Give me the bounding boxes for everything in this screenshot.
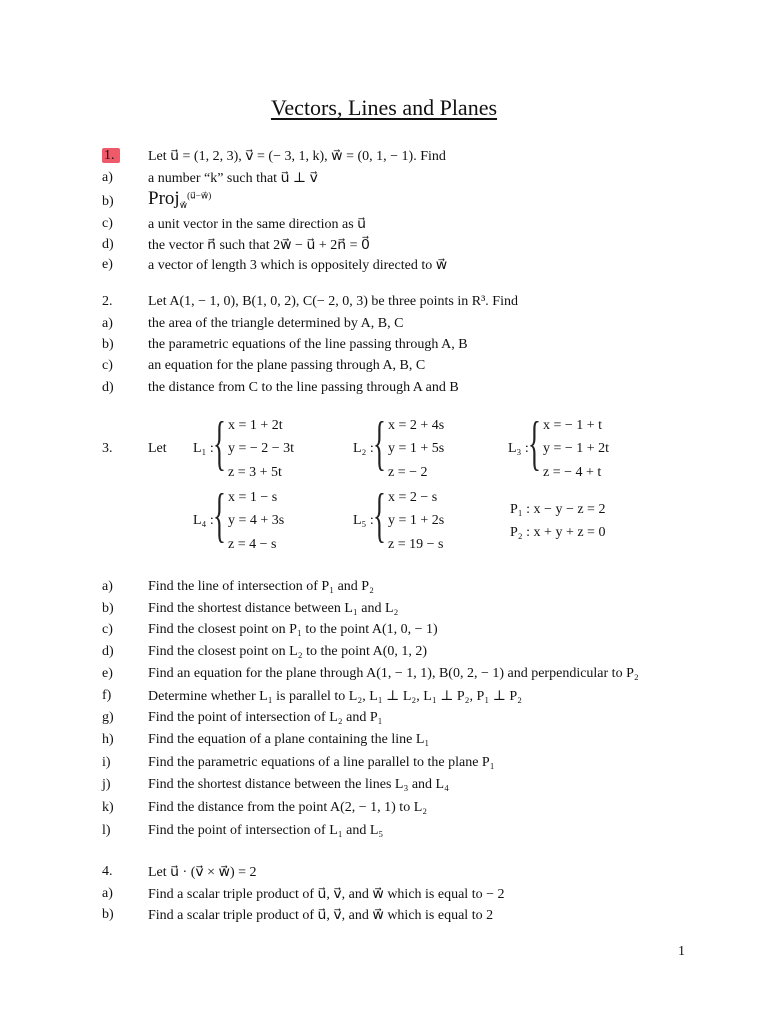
line-L3-z: z = − 4 + t xyxy=(543,465,602,480)
line-L2-z: z = − 2 xyxy=(388,465,428,480)
left-brace: { xyxy=(213,410,226,476)
question-1-number: 1. xyxy=(102,148,120,164)
q3-item-label: f) xyxy=(102,688,112,703)
line-L1-z: z = 3 + 5t xyxy=(228,465,282,480)
q3-item-label: i) xyxy=(102,755,111,770)
q1-item-label: b) xyxy=(102,194,114,209)
q3-item-text: Find the closest point on P₁ to the point A(1, 0, − 1) xyxy=(148,622,438,637)
line-L3-x: x = − 1 + t xyxy=(543,418,603,433)
question-2-stem: Let A(1, − 1, 0), B(1, 0, 2), C(− 2, 0, 3) be three points in R³. Find xyxy=(148,294,518,309)
q4-item-text: Find a scalar triple product of u⃗, v⃗, and w⃗ which is equal to 2 xyxy=(148,908,494,923)
line-L1-x: x = 1 + 2t xyxy=(228,418,283,433)
q4-item-text: Find a scalar triple product of u⃗, v⃗, and w⃗ which is equal to − 2 xyxy=(148,887,505,902)
q1-item-text: a unit vector in the same direction as u⃗ xyxy=(148,217,367,232)
question-1-stem: Let u⃗ = (1, 2, 3), v⃗ = (− 3, 1, k), w⃗ = (0, 1, − 1). Find xyxy=(148,149,446,164)
q3-item-text: Find the equation of a plane containing the line L₁ xyxy=(148,732,430,747)
q2-item-text: the parametric equations of the line passing through A, B xyxy=(148,337,468,352)
q1-item-text: a vector of length 3 which is oppositely directed to w⃗ xyxy=(148,258,448,273)
q3-item-text: Find the closest point on L₂ to the point A(0, 1, 2) xyxy=(148,644,428,659)
q3-item-label: a) xyxy=(102,579,113,594)
q3-item-label: g) xyxy=(102,710,114,725)
q3-item-text: Determine whether L₁ is parallel to L₂, L₁ ⊥ L₂, L₁ ⊥ P₂, P₁ ⊥ P₂ xyxy=(148,689,523,704)
line-L2-y: y = 1 + 5s xyxy=(388,441,445,456)
line-L2-name: L₂ : xyxy=(353,441,374,456)
q1-item-label: a) xyxy=(102,170,113,185)
line-L3-name: L₃ : xyxy=(508,441,529,456)
line-L4-name: L₄ : xyxy=(193,513,214,528)
question-3-let: Let xyxy=(148,441,167,456)
q3-item-label: k) xyxy=(102,800,114,815)
q2-item-text: the distance from C to the line passing through A and B xyxy=(148,380,459,395)
line-L1-y: y = − 2 − 3t xyxy=(228,441,295,456)
q3-item-label: l) xyxy=(102,823,111,838)
question-4-number: 4. xyxy=(102,864,113,879)
page-number: 1 xyxy=(678,944,685,959)
left-brace: { xyxy=(528,410,541,476)
q3-item-label: h) xyxy=(102,732,114,747)
q3-item-text: Find the parametric equations of a line parallel to the plane P₁ xyxy=(148,755,495,770)
question-4-stem: Let u⃗ · (v⃗ × w⃗) = 2 xyxy=(148,865,257,880)
q2-item-label: a) xyxy=(102,316,113,331)
q3-item-label: j) xyxy=(102,777,111,792)
left-brace: { xyxy=(213,482,226,548)
q2-item-label: b) xyxy=(102,337,114,352)
q2-item-text: the area of the triangle determined by A, B, C xyxy=(148,316,404,331)
q3-item-label: d) xyxy=(102,644,114,659)
q3-item-label: e) xyxy=(102,666,113,681)
line-L5-y: y = 1 + 2s xyxy=(388,513,445,528)
q3-item-text: Find an equation for the plane through A(1, − 1, 1), B(0, 2, − 1) and perpendicular to P₂ xyxy=(148,666,639,681)
q4-item-label: a) xyxy=(102,886,113,901)
q3-item-text: Find the point of intersection of L₁ and L₅ xyxy=(148,823,384,838)
left-brace: { xyxy=(373,482,386,548)
q3-item-text: Find the point of intersection of L₂ and P₁ xyxy=(148,710,383,725)
q1-item-text: a number “k” such that u⃗ ⊥ v⃗ xyxy=(148,171,318,186)
q3-item-text: Find the shortest distance between the lines L₃ and L₄ xyxy=(148,777,449,792)
question-3-number: 3. xyxy=(102,441,113,456)
q1-item-label: e) xyxy=(102,257,113,272)
q1-item-proj: Proj$_{w⃗}^{(u⃗-w⃗)}$ xyxy=(148,188,212,210)
line-L1-name: L₁ : xyxy=(193,441,214,456)
q1-item-label: d) xyxy=(102,237,114,252)
line-L3-y: y = − 1 + 2t xyxy=(543,441,610,456)
plane-P1: P₁ : x − y − z = 2 xyxy=(510,502,606,517)
q2-item-label: c) xyxy=(102,358,113,373)
q4-item-label: b) xyxy=(102,907,114,922)
q1-item-label: c) xyxy=(102,216,113,231)
page-title: Vectors, Lines and Planes xyxy=(270,95,498,120)
question-2-number: 2. xyxy=(102,294,113,309)
left-brace: { xyxy=(373,410,386,476)
line-L4-z: z = 4 − s xyxy=(228,537,277,552)
q2-item-label: d) xyxy=(102,380,114,395)
line-L5-x: x = 2 − s xyxy=(388,490,438,505)
q3-item-text: Find the distance from the point A(2, − 1, 1) to L₂ xyxy=(148,800,428,815)
line-L4-x: x = 1 − s xyxy=(228,490,278,505)
line-L4-y: y = 4 + 3s xyxy=(228,513,285,528)
q3-item-text: Find the line of intersection of P₁ and P₂ xyxy=(148,579,374,594)
q3-item-text: Find the shortest distance between L₁ and L₂ xyxy=(148,601,399,616)
q3-item-label: c) xyxy=(102,622,113,637)
q1-item-text: the vector n⃗ such that 2w⃗ − u⃗ + 2n⃗ = 0⃗ xyxy=(148,238,370,253)
q2-item-text: an equation for the plane passing through A, B, C xyxy=(148,358,426,373)
line-L5-name: L₅ : xyxy=(353,513,374,528)
line-L2-x: x = 2 + 4s xyxy=(388,418,445,433)
plane-P2: P₂ : x + y + z = 0 xyxy=(510,525,606,540)
q3-item-label: b) xyxy=(102,601,114,616)
line-L5-z: z = 19 − s xyxy=(388,537,444,552)
